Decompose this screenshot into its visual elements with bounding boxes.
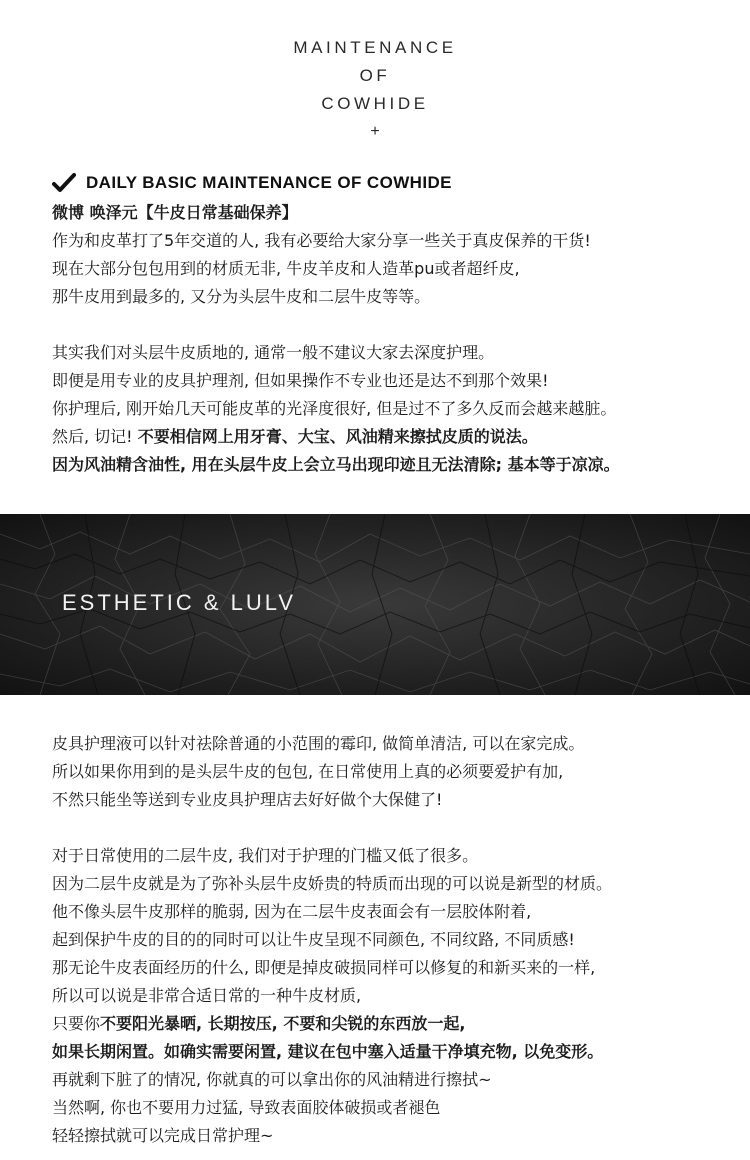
banner-title: ESTHETIC & LULV	[62, 590, 297, 615]
text-line: 起到保护牛皮的目的的同时可以让牛皮呈现不同颜色, 不同纹路, 不同质感!	[52, 930, 575, 949]
text-line: 那无论牛皮表面经历的什么, 即便是掉皮破损同样可以修复的和新买来的一样,	[52, 958, 596, 977]
page-title	[0, 34, 750, 146]
check-icon	[52, 172, 76, 194]
text-line: 因为二层牛皮就是为了弥补头层牛皮娇贵的特质而出现的可以说是新型的材质。	[52, 874, 613, 893]
intro-text-block	[52, 199, 732, 479]
text-line: 对于日常使用的二层牛皮, 我们对于护理的门槛又低了很多。	[52, 846, 479, 865]
text-line: 不然只能坐等送到专业皮具护理店去好好做个大保健了!	[52, 790, 443, 809]
text-line: 皮具护理液可以针对祛除普通的小范围的霉印, 做简单清洁, 可以在家完成。	[52, 734, 585, 753]
text-line: 他不像头层牛皮那样的脆弱, 因为在二层牛皮表面会有一层胶体附着,	[52, 902, 532, 921]
blank-line	[52, 311, 732, 339]
text-line: 你护理后, 刚开始几天可能皮革的光泽度很好, 但是过不了多久反而会越来越脏。	[52, 399, 617, 418]
text-line: 如果长期闲置。如确实需要闲置, 建议在包中塞入适量干净填充物, 以免变形。	[52, 1042, 604, 1061]
text-line: 只要你不要阳光暴晒, 长期按压, 不要和尖锐的东西放一起,	[52, 1014, 466, 1033]
plus-mark: +	[370, 123, 380, 140]
title-line-2: OF	[359, 66, 391, 85]
text-line: 作为和皮革打了5年交道的人, 我有必要给大家分享一些关于真皮保养的干货!	[52, 231, 591, 250]
text-line: 现在大部分包包用到的材质无非, 牛皮羊皮和人造革pu或者超纤皮,	[52, 259, 520, 278]
text-line: 微博 唤泽元【牛皮日常基础保养】	[52, 203, 298, 222]
text-line: 当然啊, 你也不要用力过猛, 导致表面胶体破损或者褪色	[52, 1098, 441, 1117]
text-line: 即便是用专业的皮具护理剂, 但如果操作不专业也还是达不到那个效果!	[52, 371, 549, 390]
blank-line	[52, 814, 732, 842]
care-text-block	[52, 730, 732, 1150]
text-line: 所以如果你用到的是头层牛皮的包包, 在日常使用上真的必须要爱护有加,	[52, 762, 564, 781]
text-line: 轻轻擦拭就可以完成日常护理~	[52, 1126, 274, 1145]
title-line-3: COWHIDE	[321, 94, 429, 113]
text-line: 然后, 切记! 不要相信网上用牙膏、大宝、风油精来擦拭皮质的说法。	[52, 427, 538, 446]
text-line: 那牛皮用到最多的, 又分为头层牛皮和二层牛皮等等。	[52, 287, 431, 306]
text-line: 因为风油精含油性, 用在头层牛皮上会立马出现印迹且无法清除; 基本等于凉凉。	[52, 455, 620, 474]
text-line: 所以可以说是非常合适日常的一种牛皮材质,	[52, 986, 362, 1005]
section-heading	[52, 171, 452, 195]
section-heading-text: DAILY BASIC MAINTENANCE OF COWHIDE	[86, 173, 452, 192]
title-line-1: MAINTENANCE	[293, 38, 457, 57]
text-line: 再就剩下脏了的情况, 你就真的可以拿出你的风油精进行擦拭~	[52, 1070, 492, 1089]
text-line: 其实我们对头层牛皮质地的, 通常一般不建议大家去深度护理。	[52, 343, 495, 362]
